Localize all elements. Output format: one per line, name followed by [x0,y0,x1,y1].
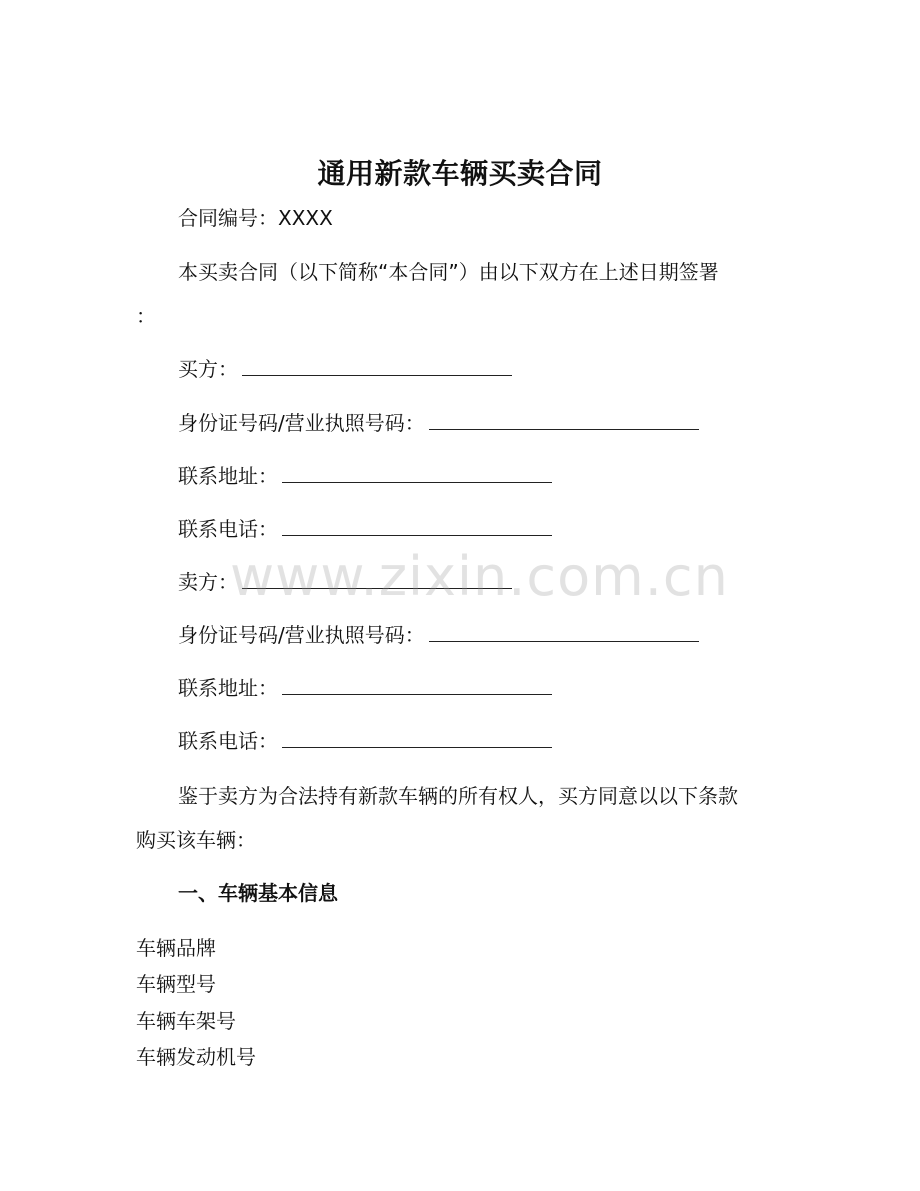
buyer-id-label: 身份证号码/营业执照号码： [178,411,425,435]
watermark: www.zixin.com.cn [230,545,729,608]
seller-id-blank[interactable] [429,623,699,642]
buyer-blank[interactable] [242,357,512,376]
vehicle-field-engine-number: 车辆发动机号 [136,1045,256,1069]
intro-line-1: 本买卖合同（以下简称“本合同”）由以下双方在上述日期签署 [178,260,719,284]
intro-line-2: ： [136,304,156,328]
seller-address-blank[interactable] [282,676,552,695]
buyer-id-blank[interactable] [429,411,699,430]
buyer-line [178,355,512,383]
vehicle-field-brand: 车辆品牌 [136,936,216,960]
seller-id-line [178,621,699,649]
buyer-phone-label: 联系电话： [178,517,278,541]
document-title: 通用新款车辆买卖合同 [317,157,603,190]
buyer-label: 买方： [178,357,238,381]
seller-address-label: 联系地址： [178,676,278,700]
seller-label: 卖方： [178,570,238,594]
seller-phone-label: 联系电话： [178,729,278,753]
recital-line-1: 鉴于卖方为合法持有新款车辆的所有权人，买方同意以以下条款 [178,784,738,808]
seller-phone-line [178,727,552,755]
contract-number-label: 合同编号： [178,206,278,230]
vehicle-field-model: 车辆型号 [136,972,216,996]
seller-address-line [178,674,552,702]
buyer-id-line [178,409,699,437]
contract-number-line [178,204,333,232]
seller-phone-blank[interactable] [282,729,552,748]
buyer-phone-blank[interactable] [282,517,552,536]
vehicle-field-vin: 车辆车架号 [136,1009,236,1033]
section-1-heading: 一、车辆基本信息 [178,881,338,905]
seller-id-label: 身份证号码/营业执照号码： [178,623,425,647]
buyer-address-blank[interactable] [282,464,552,483]
recital-line-2: 购买该车辆： [136,828,256,852]
contract-number-value: XXXX [278,206,333,230]
buyer-address-line [178,462,552,490]
buyer-phone-line [178,515,552,543]
buyer-address-label: 联系地址： [178,464,278,488]
